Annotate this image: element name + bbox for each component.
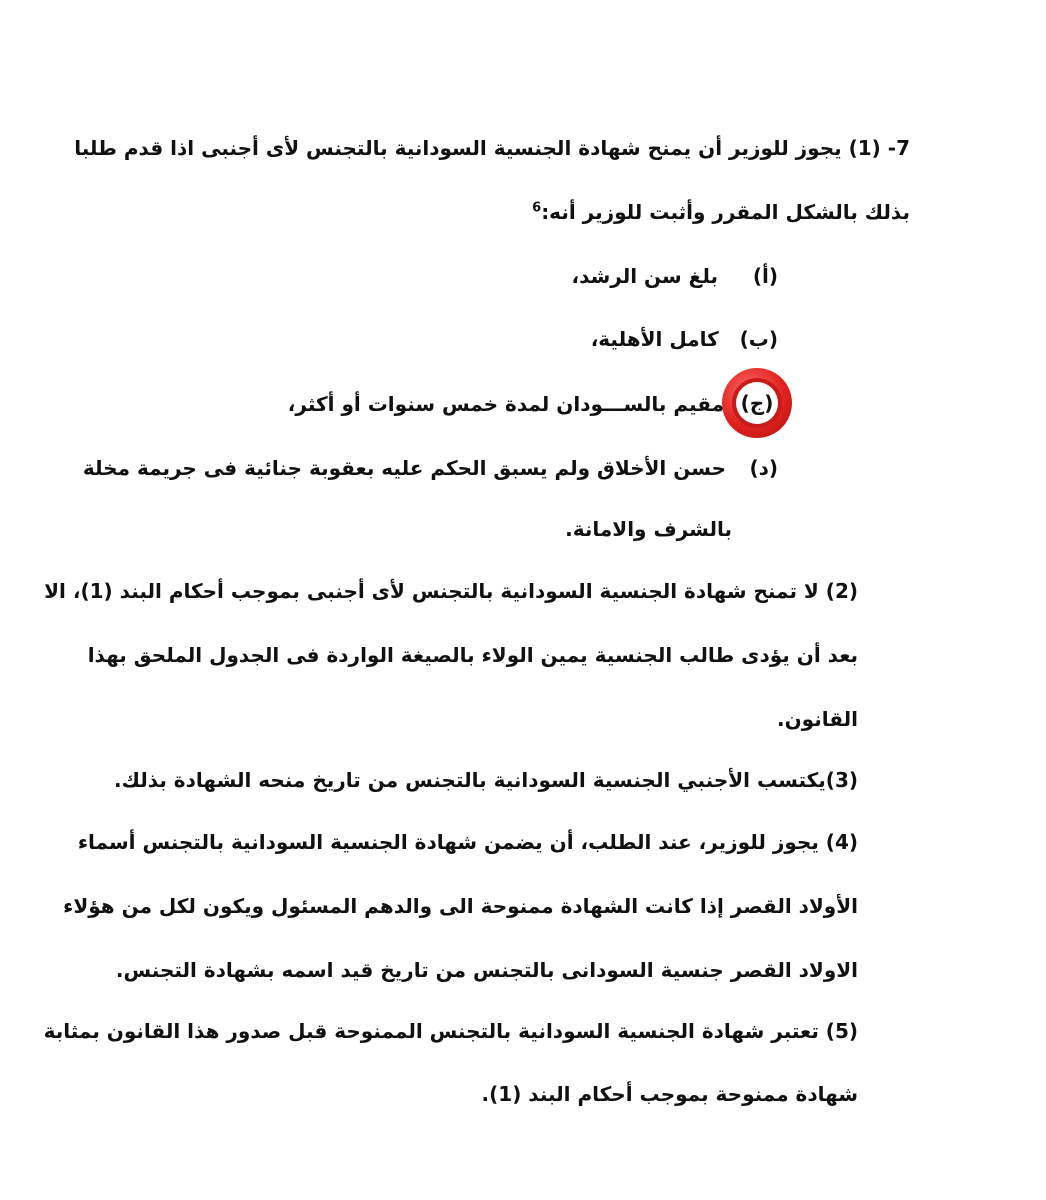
condition-d-line-2: بالشرف والامانة.	[565, 517, 732, 541]
clause-3-line-1: (3)يكتسب الأجنبي الجنسية السودانية بالتجنس من تاريخ منحه الشهادة بذلك.	[114, 768, 858, 792]
condition-a-text: بلغ سن الرشد،	[571, 264, 719, 288]
clause-4-line-1: (4) يجوز للوزير، عند الطلب، أن يضمن شهادة الجنسية السودانية بالتجنس أسماء	[77, 830, 858, 854]
condition-a	[378, 262, 778, 290]
footnote-marker: 6	[532, 200, 542, 216]
condition-d-label: (د)	[749, 456, 778, 480]
clause-5-line-2: شهادة ممنوحة بموجب أحكام البند (1).	[481, 1082, 858, 1106]
clause-4-line-3: الاولاد القصر جنسية السودانى بالتجنس من تاريخ قيد اسمه بشهادة التجنس.	[115, 958, 858, 982]
condition-a-label: (أ)	[752, 264, 778, 288]
clause-2-line-1: (2) لا تمنح شهادة الجنسية السودانية بالتجنس لأى أجنبى بموجب أحكام البند (1)، الا	[44, 579, 858, 603]
clause-4-line-2: الأولاد القصر إذا كانت الشهادة ممنوحة الى والدهم المسئول ويكون لكل من هؤلاء	[63, 894, 858, 918]
clause-5-line-1: (5) تعتبر شهادة الجنسية السودانية بالتجنس الممنوحة قبل صدور هذا القانون بمثابة	[43, 1019, 858, 1043]
marker-center	[736, 382, 778, 424]
condition-b	[378, 325, 778, 353]
article-7-line-1: 7- (1) يجوز للوزير أن يمنح شهادة الجنسية السودانية بالتجنس لأى أجنبى اذا قدم طلبا	[74, 136, 910, 160]
condition-d-line-1: حسن الأخلاق ولم يسبق الحكم عليه بعقوبة جنائية فى جريمة مخلة	[82, 456, 726, 480]
clause-2-line-2: بعد أن يؤدى طالب الجنسية يمين الولاء بالصيغة الواردة فى الجدول الملحق بهذا	[87, 643, 858, 667]
article-7-line-2-text: بذلك بالشكل المقرر وأثبت للوزير أنه:	[541, 200, 910, 224]
highlight-circle-marker	[722, 368, 792, 438]
condition-b-text: كامل الأهلية،	[590, 327, 719, 351]
clause-2-line-3: القانون.	[777, 707, 858, 731]
condition-c-text: مقيم بالســـودان لمدة خمس سنوات أو أكثر،	[287, 392, 724, 416]
article-7-line-2	[310, 198, 910, 226]
condition-c-label: (ج)	[740, 391, 774, 415]
condition-b-label: (ب)	[739, 327, 778, 351]
